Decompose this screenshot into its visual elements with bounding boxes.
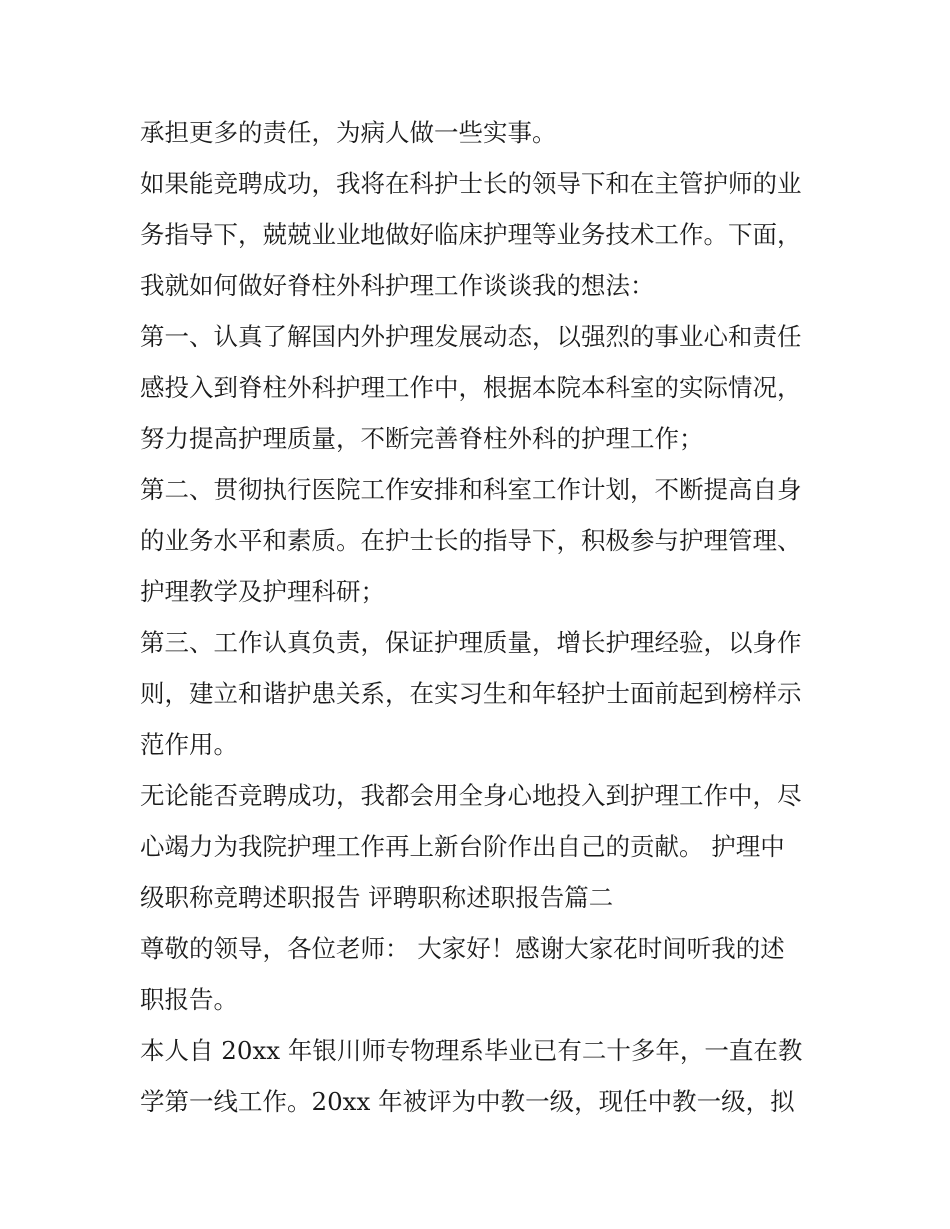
text-line: 的业务水平和素质。在护士长的指导下，积极参与护理管理、: [140, 526, 802, 555]
text-line: 职报告。: [140, 985, 238, 1014]
text-line: 本人自 20xx 年银川师专物理系毕业已有二十多年，一直在教: [140, 1036, 803, 1065]
text-line: 感投入到脊柱外科护理工作中，根据本院本科室的实际情况，: [140, 373, 802, 402]
text-line: 务指导下，兢兢业业地做好临床护理等业务技术工作。下面，: [140, 220, 802, 249]
text-line: 第一、认真了解国内外护理发展动态，以强烈的事业心和责任: [140, 322, 802, 351]
text-line: 学第一线工作。20xx 年被评为中教一级，现任中教一级，拟: [140, 1087, 795, 1116]
text-line: 努力提高护理质量，不断完善脊柱外科的护理工作；: [140, 424, 704, 453]
text-line: 承担更多的责任，为病人做一些实事。: [140, 118, 557, 147]
text-line: 心竭力为我院护理工作再上新台阶作出自己的贡献。 护理中: [140, 832, 785, 861]
text-line: 如果能竞聘成功，我将在科护士长的领导下和在主管护师的业: [140, 169, 802, 198]
text-line: 护理教学及护理科研；: [140, 577, 385, 606]
text-line: 第二、贯彻执行医院工作安排和科室工作计划，不断提高自身: [140, 475, 802, 504]
text-line: 则，建立和谐护患关系，在实习生和年轻护士面前起到榜样示: [140, 679, 802, 708]
text-line: 尊敬的领导，各位老师： 大家好！感谢大家花时间听我的述: [140, 934, 785, 963]
text-line: 范作用。: [140, 730, 238, 759]
document-body: [140, 107, 820, 1127]
text-line: 我就如何做好脊柱外科护理工作谈谈我的想法：: [140, 271, 655, 300]
text-line: 第三、工作认真负责，保证护理质量，增长护理经验，以身作: [140, 628, 802, 657]
text-line: 级职称竞聘述职报告 评聘职称述职报告篇二: [140, 883, 614, 912]
text-line: 无论能否竞聘成功，我都会用全身心地投入到护理工作中，尽: [140, 781, 802, 810]
